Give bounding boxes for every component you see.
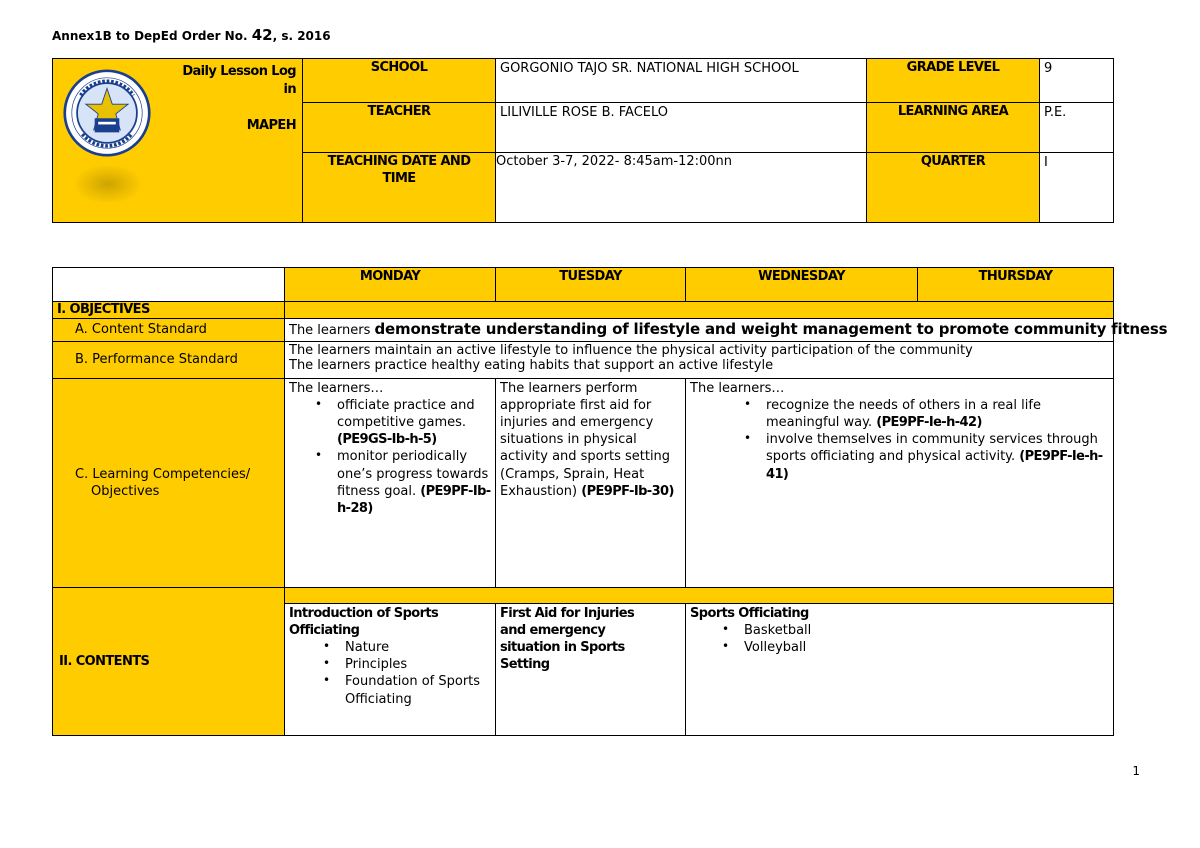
- header-title-cell: [53, 59, 303, 223]
- list-item: • Basketball: [744, 622, 1109, 639]
- day-header-wednesday: WEDNESDAY: [686, 268, 918, 302]
- day-header-thursday: THURSDAY: [918, 268, 1114, 302]
- list-item: • Foundation of Sports Officiating: [345, 673, 491, 707]
- content-standard-label: A. Content Standard: [53, 319, 285, 342]
- competencies-tuesday: The learners perform appropriate first aid for injuries and emergency situations in physical activity and sports setting (Cramps, Sprain, Heat Exhaustion) (PE9PF-Ib-30): [496, 378, 686, 587]
- subject-label: MAPEH: [246, 118, 296, 133]
- contents-heading-fill: [285, 587, 1114, 603]
- competencies-wednesday: The learners… • recognize the needs of others in a real life meaningful way. (PE9PF-Ie-h-42) • involve themselves in community services through sports officiating and physical activity. (PE9PF-Ie-h-41): [686, 378, 1114, 587]
- teacher-value: LILIVILLE ROSE B. FACELO: [496, 103, 867, 153]
- learning-area-label: LEARNING AREA: [867, 103, 1040, 153]
- contents-heading: II. CONTENTS: [59, 653, 150, 669]
- performance-standard-label: B. Performance Standard: [53, 341, 285, 378]
- objectives-heading-fill: [285, 302, 1114, 319]
- performance-standard-value: The learners maintain an active lifestyle to influence the physical activity participation of the community The learners practice healthy eating habits that support an active lifestyle: [285, 341, 1114, 378]
- list-item: • recognize the needs of others in a real life meaningful way. (PE9PF-Ie-h-42): [766, 397, 1109, 431]
- learning-area-value: P.E.: [1040, 103, 1114, 153]
- day-header-monday: MONDAY: [285, 268, 496, 302]
- blurred-stamp: [73, 164, 143, 204]
- grade-level-value: 9: [1040, 59, 1114, 103]
- competencies-label: C. Learning Competencies/ Objectives: [53, 378, 285, 587]
- teaching-date-label: TEACHING DATE AND TIME: [303, 153, 496, 223]
- school-value: GORGONIO TAJO SR. NATIONAL HIGH SCHOOL: [496, 59, 867, 103]
- objectives-heading: I. OBJECTIVES: [53, 302, 285, 319]
- quarter-value: I: [1040, 153, 1114, 223]
- dll-title: Daily Lesson Log in: [182, 64, 296, 97]
- lesson-log-table: [52, 267, 1168, 736]
- teacher-label: TEACHER: [303, 103, 496, 153]
- contents-heading-cell: [53, 587, 285, 735]
- list-item: • Nature: [345, 639, 491, 656]
- list-item: • officiate practice and competitive games. (PE9GS-Ib-h-5): [337, 397, 491, 448]
- contents-wednesday: Sports Officiating • Basketball • Volleyball: [686, 603, 1114, 735]
- list-item: • Principles: [345, 656, 491, 673]
- page-number: 1: [1132, 764, 1140, 778]
- list-item: • monitor periodically one’s progress towards fitness goal. (PE9PF-Ib-h-28): [337, 448, 491, 517]
- school-label: SCHOOL: [303, 59, 496, 103]
- list-item: • involve themselves in community services through sports officiating and physical activity. (PE9PF-Ie-h-41): [766, 431, 1109, 482]
- blank-corner-cell: [53, 268, 285, 302]
- content-standard-value: The learners demonstrate understanding of lifestyle and weight management to promote community fitness: [285, 319, 1114, 342]
- header-table: [52, 58, 1114, 223]
- day-header-tuesday: TUESDAY: [496, 268, 686, 302]
- annex-reference: Annex1B to DepEd Order No. 42, s. 2016: [52, 26, 331, 44]
- list-item: • Volleyball: [744, 639, 1109, 656]
- quarter-label: QUARTER: [867, 153, 1040, 223]
- deped-seal-icon: [63, 69, 151, 157]
- grade-level-label: GRADE LEVEL: [867, 59, 1040, 103]
- competencies-monday: The learners… • officiate practice and competitive games. (PE9GS-Ib-h-5) • monitor periodically one’s progress towards fitness goal. (PE9PF-Ib-h-28): [285, 378, 496, 587]
- contents-tuesday: First Aid for Injuries and emergency situation in Sports Setting: [496, 603, 686, 735]
- teaching-date-value: October 3-7, 2022- 8:45am-12:00nn: [496, 153, 867, 223]
- contents-monday: Introduction of Sports Officiating • Nature • Principles • Foundation of Sports Officiating: [285, 603, 496, 735]
